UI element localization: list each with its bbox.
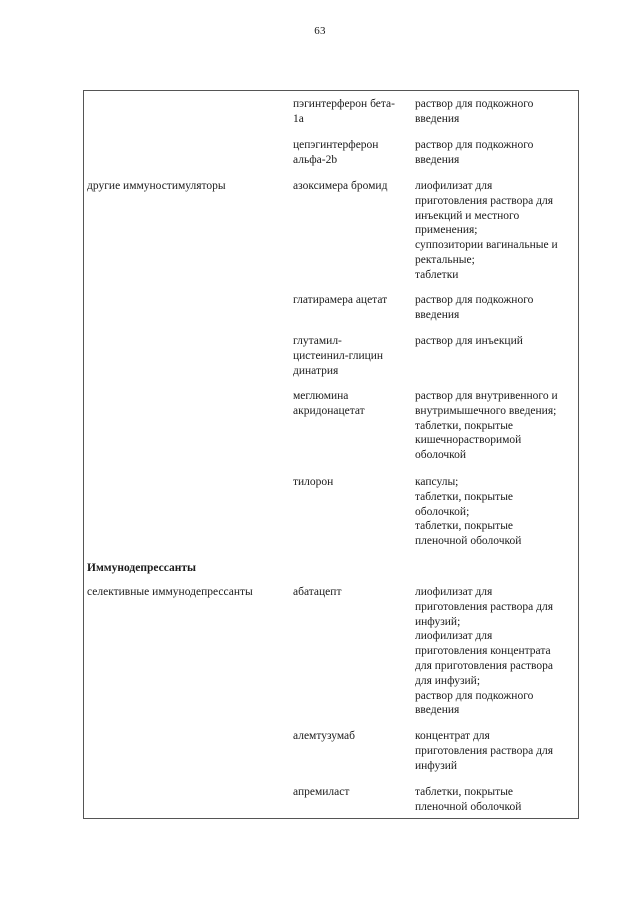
- section-heading: Иммунодепрессанты: [87, 562, 196, 574]
- drug-name: тилорон: [293, 476, 334, 488]
- drug-name: пэгинтерферон бета- 1а: [293, 98, 395, 125]
- dosage-form: раствор для подкожного введения: [415, 139, 534, 166]
- drug-name: глатирамера ацетат: [293, 294, 388, 306]
- drug-name: алемтузумаб: [293, 730, 356, 742]
- group-name: селективные иммунодепрессанты: [87, 586, 253, 598]
- dosage-form: концентрат для приготовления раствора для инфузий: [415, 730, 553, 772]
- drug-name: азоксимера бромид: [293, 180, 388, 192]
- drug-name: абатацепт: [293, 586, 342, 598]
- page-number: 63: [314, 25, 326, 37]
- dosage-form: раствор для внутривенного и внутримышечного введения; таблетки, покрытые кишечнорастворимой оболочкой: [415, 390, 558, 462]
- drug-name: глутамил- цистеинил-глицин динатрия: [293, 335, 384, 377]
- dosage-form: раствор для инъекций: [415, 335, 523, 347]
- drug-name: апремиласт: [293, 786, 350, 798]
- dosage-form: капсулы; таблетки, покрытые оболочкой; таблетки, покрытые пленочной оболочкой: [415, 476, 522, 548]
- dosage-form: лиофилизат для приготовления раствора для инфузий; лиофилизат для приготовления концентрата для приготовления раствора для инфузий; раствор для подкожного введения: [415, 586, 553, 717]
- dosage-form: раствор для подкожного введения: [415, 98, 534, 125]
- drug-name: цепэгинтерферон альфа-2b: [293, 139, 379, 166]
- dosage-form: таблетки, покрытые пленочной оболочкой: [415, 786, 522, 813]
- dosage-form: раствор для подкожного введения: [415, 294, 534, 321]
- dosage-form: лиофилизат для приготовления раствора для инъекций и местного применения; суппозитории вагинальные и ректальные; таблетки: [415, 180, 558, 281]
- group-name: другие иммуностимуляторы: [87, 180, 226, 192]
- drug-name: меглюмина акридонацетат: [293, 390, 365, 417]
